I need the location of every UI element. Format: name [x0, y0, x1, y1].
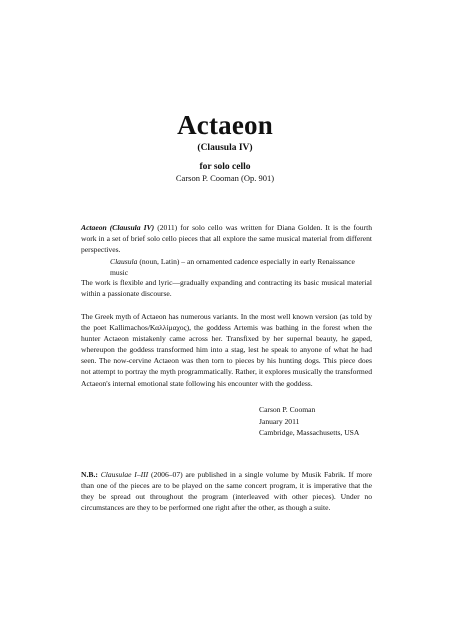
signature-date: January 2011: [259, 416, 300, 426]
work-title: Actaeon (Clausula IV): [81, 223, 155, 232]
definition-term: Clausula: [110, 257, 138, 266]
instrumentation: for solo cello: [199, 162, 251, 172]
note-term: Clausulae I–III: [100, 470, 149, 479]
note-label: N.B.:: [81, 470, 98, 479]
signature-block: [259, 404, 359, 439]
signature-place: Cambridge, Massachusetts, USA: [259, 428, 360, 438]
definition-text: (noun, Latin) – an ornamented cadence especially in early Renaissance music: [110, 257, 355, 278]
description-text: The work is flexible and lyric—gradually expanding and contracting its basic musical material within a passionate discourse.: [81, 278, 372, 299]
signature-name: Carson P. Cooman: [259, 405, 316, 414]
intro-text: (2011) for solo cello was written for Diana Golden. It is the fourth work in a set of brief solo cello pieces that all explore the same musical material from different perspectives.: [81, 223, 372, 255]
composer-line: Carson P. Cooman (Op. 901): [175, 173, 275, 183]
note-text: (2006–07) are published in a single volume by Musik Fabrik. If more than one of the pieces are to be played on the same concert program, it is imperative that the they be spread out throughout the program (interleaved with other pieces). Under no circumstances are they to be performed one right after the other, as though a suite.: [81, 470, 372, 513]
myth-text: The Greek myth of Actaeon has numerous variants. In the most well known version (as told by the poet Kallimachos/Καλλίμαχος), the goddess Artemis was bathing in the forest when the hunter Actaeon mistakenly came across her. Transfixed by her supernal beauty, he gaped, whereupon the goddess transformed him into a stag, lest he speak to anyone of what he had seen. The now-cervine Actaeon was then torn to pieces by his hunting dogs. This piece does not attempt to portray the myth programmatically. Rather, it explores musically the transformed Actaeon's internal emotional state following his encounter with the goddess.: [81, 312, 372, 388]
paragraph-definition: [110, 256, 372, 278]
paragraph-note: [81, 469, 372, 513]
paragraph-myth: [81, 311, 372, 389]
page-subtitle: (Clausula IV): [197, 143, 253, 153]
paragraph-intro: [81, 222, 372, 255]
page-title: Actaeon: [177, 110, 273, 140]
paragraph-description: [81, 277, 372, 299]
